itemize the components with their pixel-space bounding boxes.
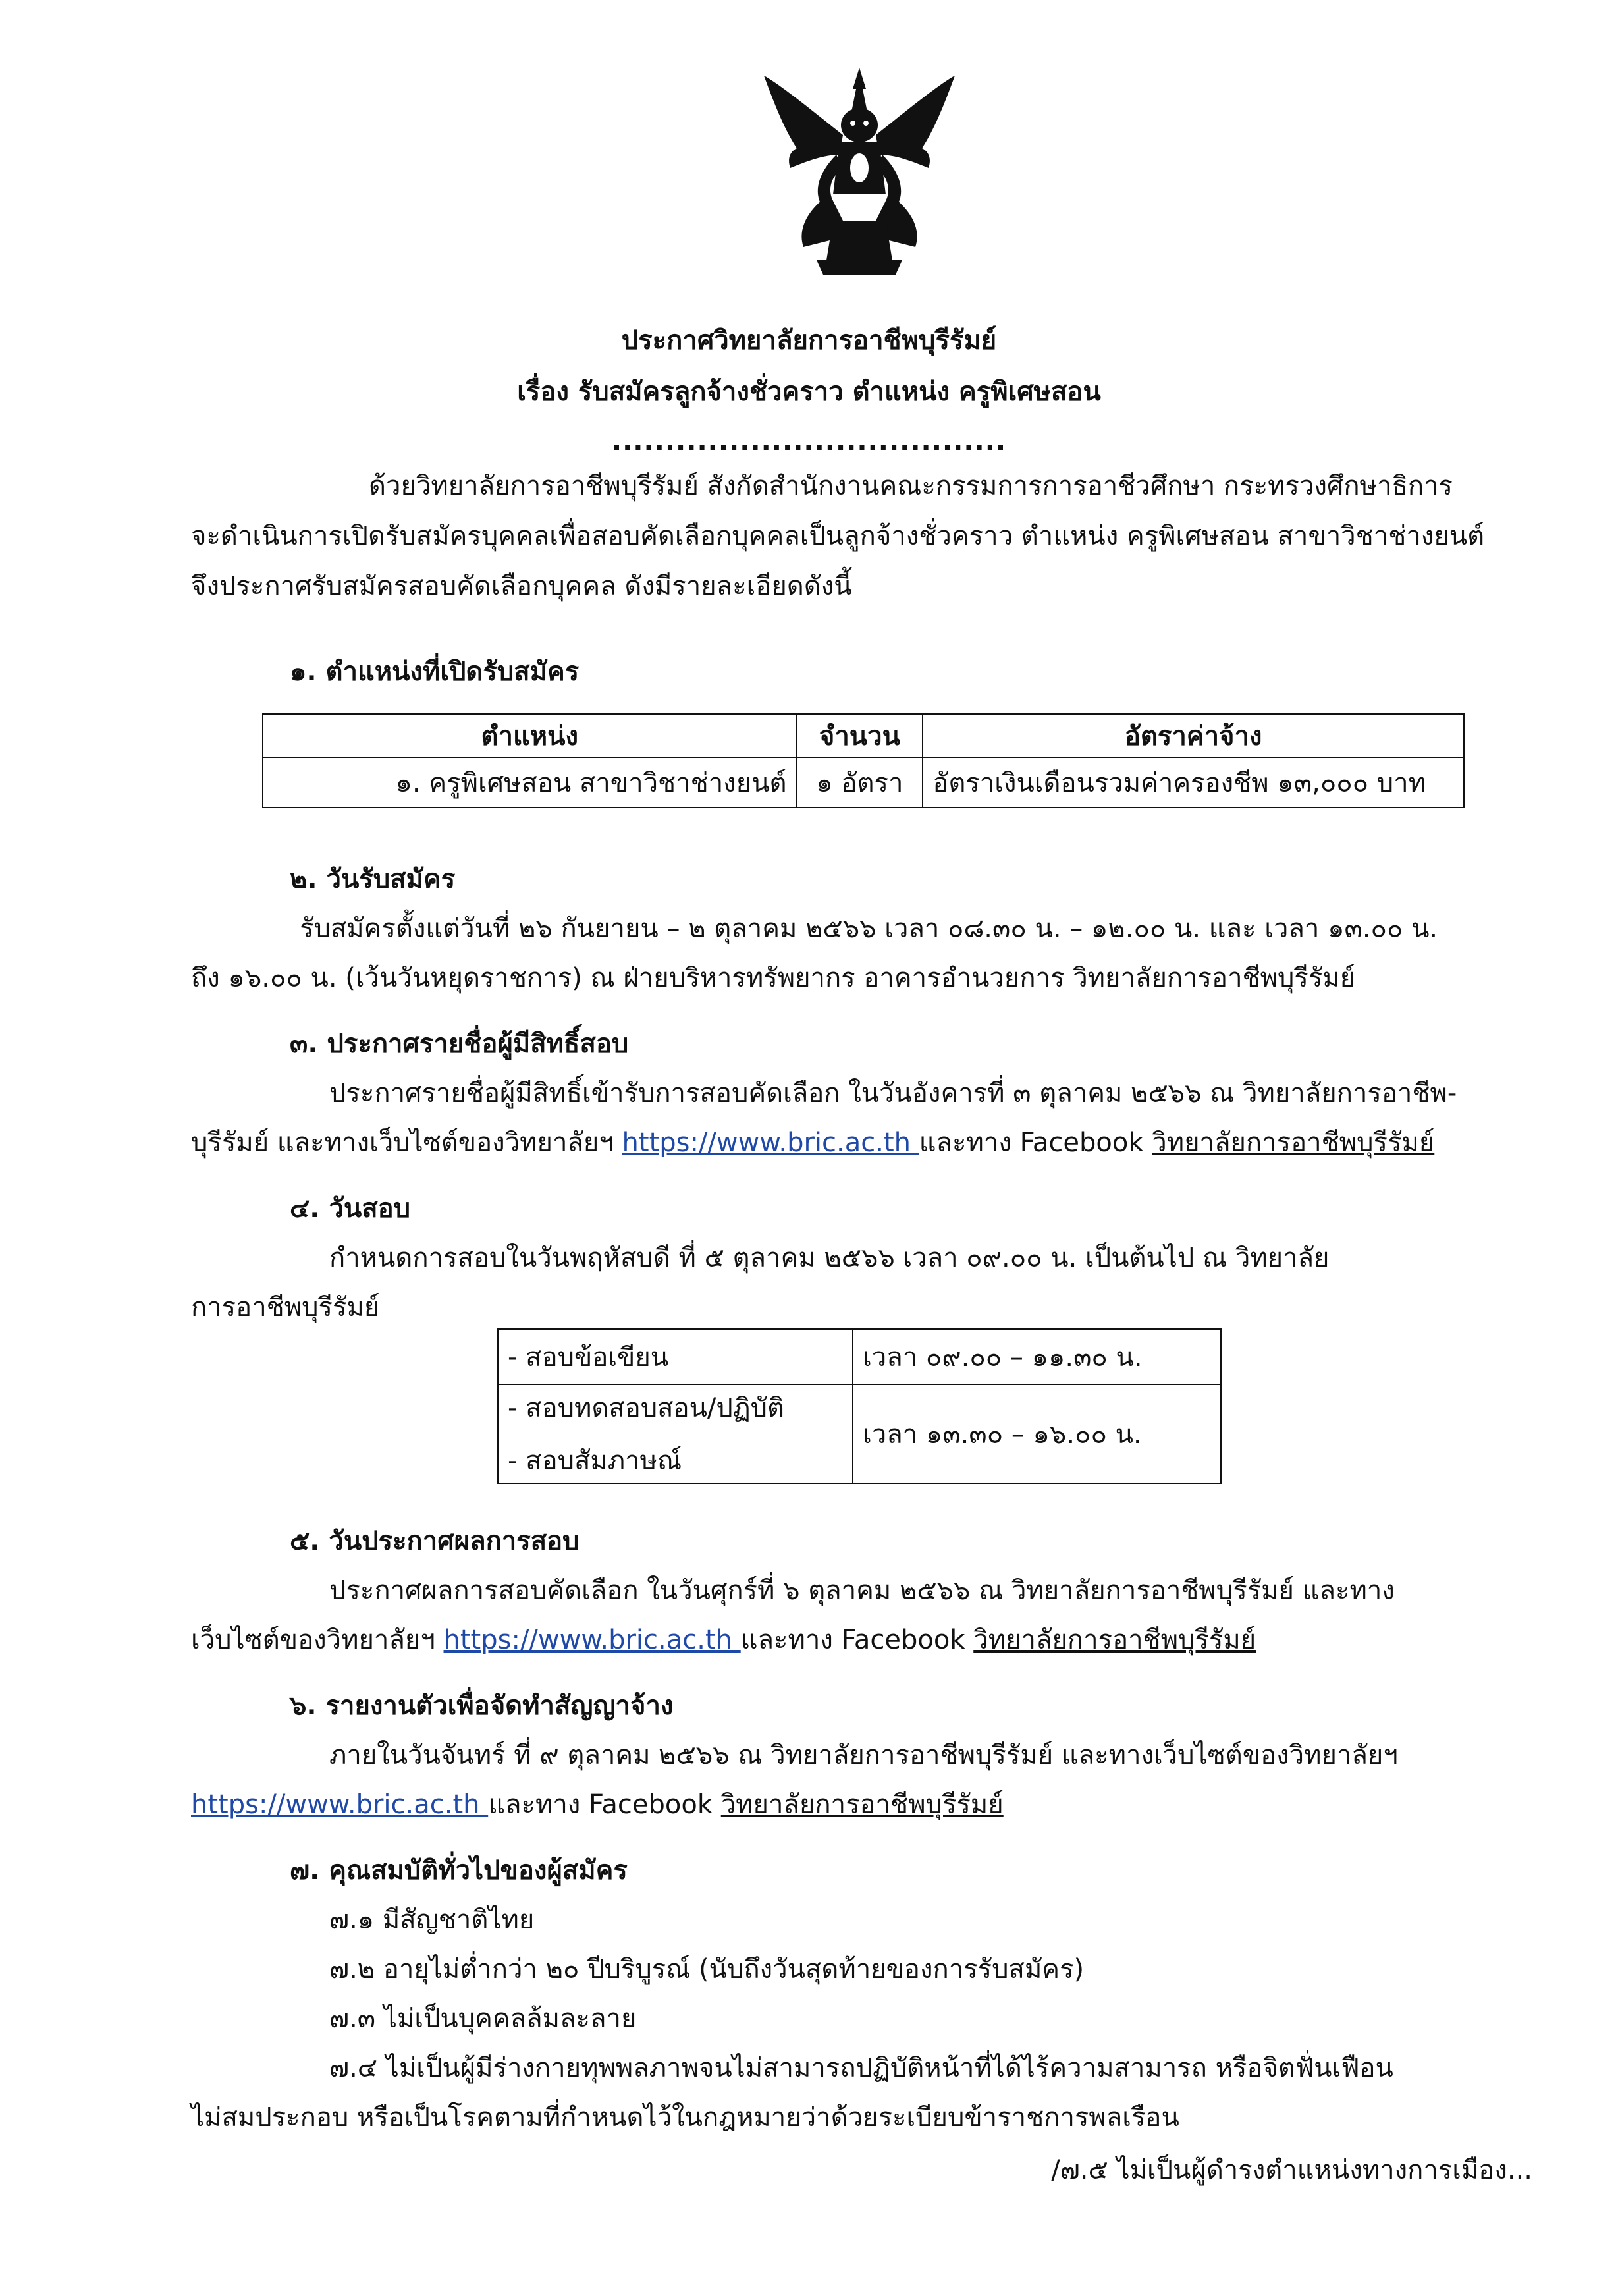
qualification-item: ๗.๓ ไม่เป็นบุคคลล้มละลาย [329,2004,637,2034]
table-cell-position: ๑. ครูพิเศษสอน สาขาวิชาช่างยนต์ [263,757,797,807]
positions-table-header [263,714,1464,757]
document-title: ประกาศวิทยาลัยการอาชีพบุรีรัมย์ [621,325,997,356]
section-6-line-2: https://www.bric.ac.th และทาง Facebook วิทยาลัยการอาชีพบุรีรัมย์ [191,1790,1004,1820]
table-cell-count: ๑ อัตรา [797,757,923,807]
section-2-line-2: ถึง ๑๖.๐๐ น. (เว้นวันหยุดราชการ) ณ ฝ่ายบริหารทรัพยากร อาคารอำนวยการ วิทยาลัยการอาชีพบุรีรัมย์ [191,963,1356,993]
title-divider: ..................................... [611,426,1007,456]
intro-line-3: จึงประกาศรับสมัครสอบคัดเลือกบุคคล ดังมีรายละเอียดดังนี้ [191,571,852,601]
facebook-link[interactable]: วิทยาลัยการอาชีพบุรีรัมย์ [720,1790,1004,1820]
website-link[interactable]: https://www.bric.ac.th [443,1625,741,1655]
website-link[interactable]: https://www.bric.ac.th [622,1128,919,1158]
garuda-emblem-icon [751,63,968,280]
next-page-reference: /๗.๕ ไม่เป็นผู้ดำรงตำแหน่งทางการเมือง... [1051,2155,1532,2185]
website-link[interactable]: https://www.bric.ac.th [191,1790,489,1820]
table-row [263,757,1464,807]
section-5-heading: ๕. วันประกาศผลการสอบ [290,1526,580,1556]
table-cell-salary: อัตราเงินเดือนรวมค่าครองชีพ ๑๓,๐๐๐ บาท [923,757,1464,807]
intro-line-1: ด้วยวิทยาลัยการอาชีพบุรีรัมย์ สังกัดสำนักงานคณะกรรมการการอาชีวศึกษา กระทรวงศึกษาธิการ [369,471,1453,501]
positions-table [262,713,1465,808]
section-3-line-1: ประกาศรายชื่อผู้มีสิทธิ์เข้ารับการสอบคัดเลือก ในวันอังคารที่ ๓ ตุลาคม ๒๕๖๖ ณ วิทยาลัยการอาชีพ- [329,1078,1457,1108]
schedule-item: - สอบทดสอบสอน/ปฏิบัติ - สอบสัมภาษณ์ [498,1384,853,1483]
schedule-item: - สอบข้อเขียน [498,1329,853,1384]
section-4-heading: ๔. วันสอบ [290,1193,411,1224]
column-header: ตำแหน่ง [263,714,797,757]
schedule-time: เวลา ๑๓.๓๐ – ๑๖.๐๐ น. [853,1384,1221,1483]
section-7-heading: ๗. คุณสมบัติทั่วไปของผู้สมัคร [290,1855,628,1886]
column-header: จำนวน [797,714,923,757]
exam-schedule-table [497,1328,1222,1484]
facebook-link[interactable]: วิทยาลัยการอาชีพบุรีรัมย์ [1152,1128,1435,1158]
section-5-line-1: ประกาศผลการสอบคัดเลือก ในวันศุกร์ที่ ๖ ตุลาคม ๒๕๖๖ ณ วิทยาลัยการอาชีพบุรีรัมย์ และทาง [329,1575,1395,1606]
qualification-item: ๗.๒ อายุไม่ต่ำกว่า ๒๐ ปีบริบูรณ์ (นับถึงวันสุดท้ายของการรับสมัคร) [329,1954,1085,1984]
section-2-heading: ๒. วันรับสมัคร [290,864,456,894]
section-3-heading: ๓. ประกาศรายชื่อผู้มีสิทธิ์สอบ [290,1029,629,1059]
qualification-item: ๗.๑ มีสัญชาติไทย [329,1905,535,1935]
schedule-time: เวลา ๐๙.๐๐ – ๑๑.๓๐ น. [853,1329,1221,1384]
document-subject: เรื่อง รับสมัครลูกจ้างชั่วคราว ตำแหน่ง ครูพิเศษสอน [517,377,1101,407]
section-3-line-2: บุรีรัมย์ และทางเว็บไซต์ของวิทยาลัยฯ https://www.bric.ac.th และทาง Facebook วิทยาลัยการอาชีพบุรีรัมย์ [191,1128,1435,1158]
table-row [498,1384,1221,1483]
section-4-line-1: กำหนดการสอบในวันพฤหัสบดี ที่ ๕ ตุลาคม ๒๕๖๖ เวลา ๐๙.๐๐ น. เป็นต้นไป ณ วิทยาลัย [329,1243,1330,1273]
section-4-line-2: การอาชีพบุรีรัมย์ [191,1292,380,1323]
qualification-item-continued: ไม่สมประกอบ หรือเป็นโรคตามที่กำหนดไว้ในกฎหมายว่าด้วยระเบียบข้าราชการพลเรือน [191,2102,1179,2133]
table-row [498,1329,1221,1384]
qualification-item: ๗.๔ ไม่เป็นผู้มีร่างกายทุพพลภาพจนไม่สามารถปฏิบัติหน้าที่ได้ไร้ความสามารถ หรือจิตฟั่นเฟือน [329,2053,1393,2083]
section-6-line-1: ภายในวันจันทร์ ที่ ๙ ตุลาคม ๒๕๖๖ ณ วิทยาลัยการอาชีพบุรีรัมย์ และทางเว็บไซต์ของวิทยาลัยฯ [329,1740,1398,1770]
section-5-line-2: เว็บไซต์ของวิทยาลัยฯ https://www.bric.ac.th และทาง Facebook วิทยาลัยการอาชีพบุรีรัมย์ [191,1625,1256,1655]
column-header: อัตราค่าจ้าง [923,714,1464,757]
intro-line-2: จะดำเนินการเปิดรับสมัครบุคคลเพื่อสอบคัดเลือกบุคคลเป็นลูกจ้างชั่วคราว ตำแหน่ง ครูพิเศษสอน สาขาวิชาช่างยนต์ [191,521,1485,551]
section-1-heading: ๑. ตำแหน่งที่เปิดรับสมัคร [290,657,580,687]
section-2-line-1: รับสมัครตั้งแต่วันที่ ๒๖ กันยายน – ๒ ตุลาคม ๒๕๖๖ เวลา ๐๘.๓๐ น. – ๑๒.๐๐ น. และ เวลา ๑๓.๐๐ น. [300,914,1438,944]
facebook-link[interactable]: วิทยาลัยการอาชีพบุรีรัมย์ [973,1625,1256,1655]
section-6-heading: ๖. รายงานตัวเพื่อจัดทำสัญญาจ้าง [290,1691,674,1721]
